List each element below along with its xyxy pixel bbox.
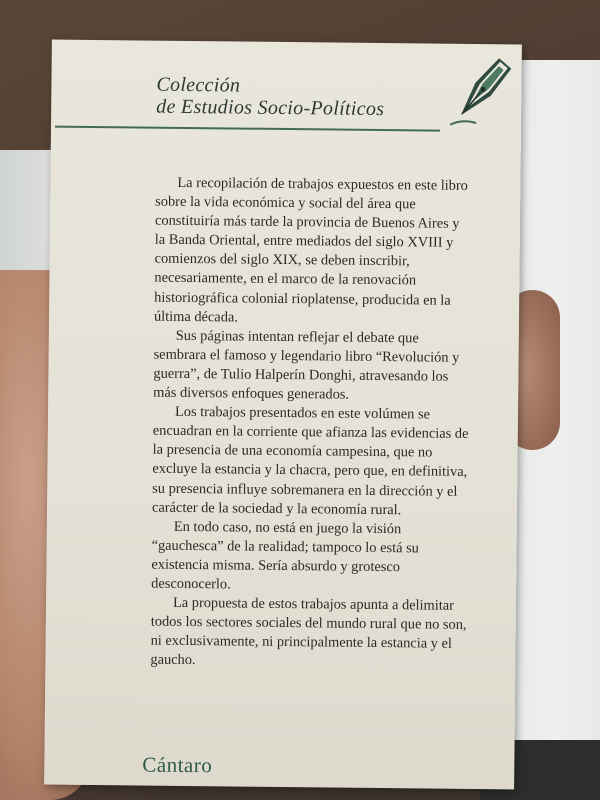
fountain-pen-nib-icon <box>446 49 519 132</box>
series-title <box>156 74 385 120</box>
paragraph: Los trabajos presentados en este volúmen se encuadran en la corriente que afianza las evidencias de la presencia de una economía campesina, que no excluye la estancia y la chacra, pero que, en definitiva, su presencia influye sobremanera en la dirección y el carácter de la sociedad y la economía rural. <box>151 403 469 518</box>
paragraph: La recopilación de trabajos expuestos en este libro sobre la vida económica y social del área que constituiría más tarde la provincia de Buenos Aires y la Banda Oriental, entre mediados del siglo XVIII y comienzos del siglo XIX, se deben inscribir, necesariamente, en el marco de la renovación historiográfica colonial rioplatense, producida en la última década. <box>153 174 469 326</box>
series-line-2: de Estudios Socio-Políticos <box>156 95 385 121</box>
paragraph: Sus páginas intentan reflejar el debate que sembrara el famoso y legendario libro “Revolución y guerra”, de Tulio Halperín Donghi, atravesando los más diversos enfoques generados. <box>153 327 460 403</box>
blurb-text <box>150 174 473 674</box>
series-line-1: Colección <box>156 73 241 97</box>
paragraph: En todo caso, no está en juego la visión “gauchesca” de la realidad; tampoco lo está su existencia misma. Sería absurdo y grotesco desconocerlo. <box>151 518 420 593</box>
green-divider-line <box>55 126 440 132</box>
paragraph: La propuesta de estos trabajos apunta a delimitar todos los sectores sociales del mundo rural que no son, ni exclusivamente, ni principalmente la estancia y el gaucho. <box>150 594 467 669</box>
publisher-name: Cántaro <box>142 752 213 778</box>
book-back-cover <box>44 40 522 790</box>
